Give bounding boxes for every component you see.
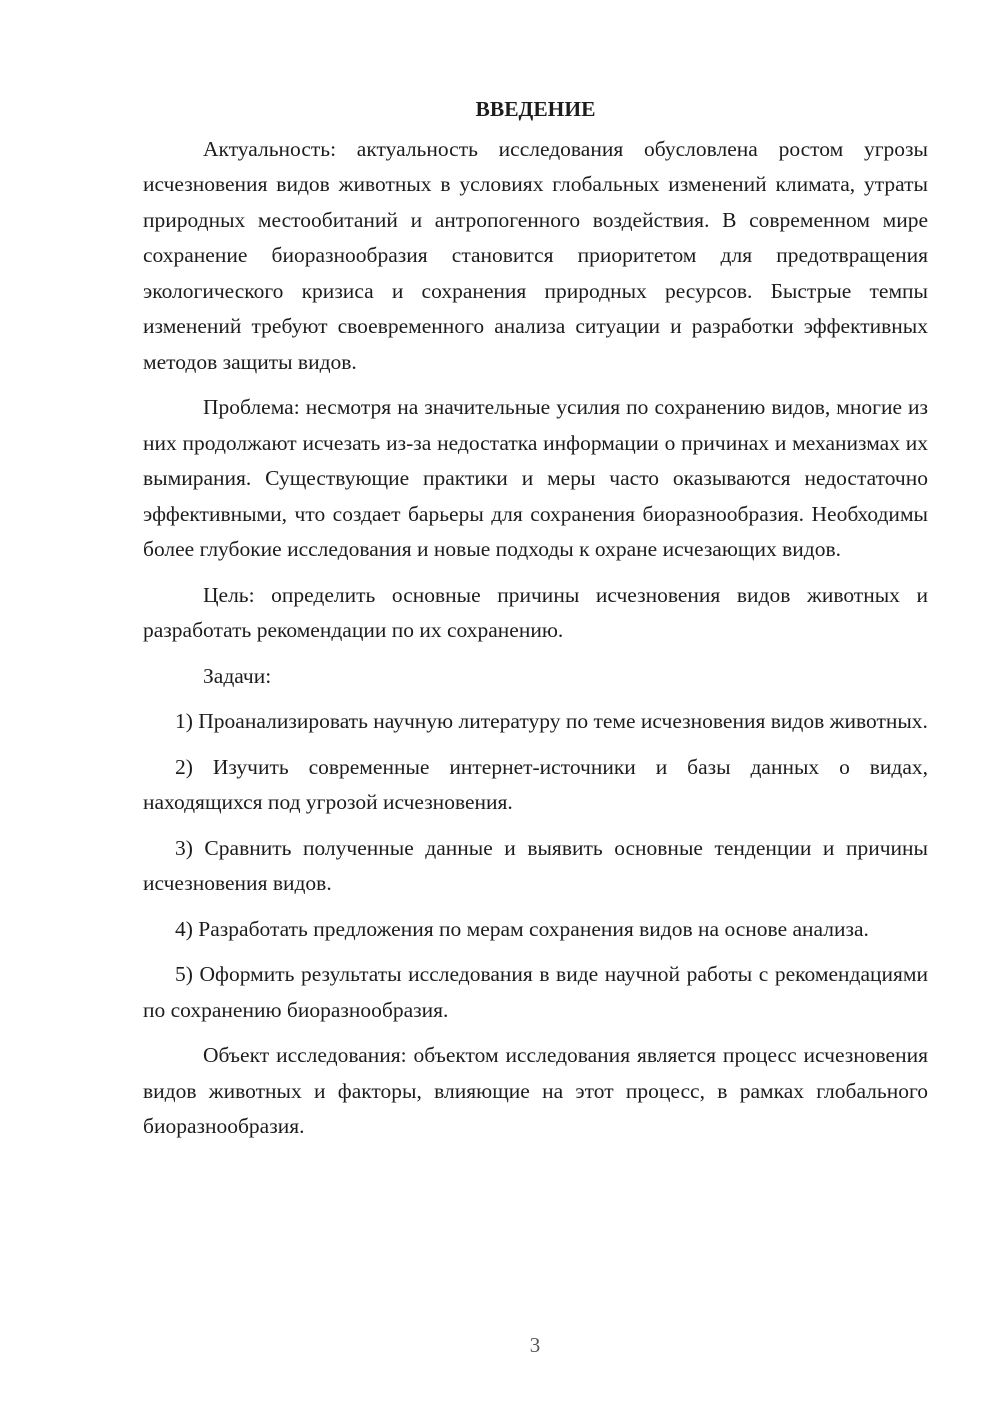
research-object-paragraph: Объект исследования: объектом исследования является процесс исчезновения видов животных и факторы, влияющие на этот процесс, в рамках глобального биоразнообразия. <box>143 1043 928 1138</box>
problem-paragraph: Проблема: несмотря на значительные усилия по сохранению видов, многие из них продолжают исчезать из-за недостатка информации о причинах и механизмах их вымирания. Существующие практики и меры часто оказываются недостаточно эффективными, что создает барьеры для сохранения биоразнообразия. Необходимы более глубокие исследования и новые подходы к охране исчезающих видов. <box>143 395 928 561</box>
task-item: 5) Оформить результаты исследования в виде научной работы с рекомендациями по сохранению биоразнообразия. <box>143 962 928 1022</box>
tasks-label: Задачи: <box>203 663 272 688</box>
task-item: 2) Изучить современные интернет-источники и базы данных о видах, находящихся под угрозой исчезновения. <box>143 754 928 814</box>
task-item: 4) Разработать предложения по мерам сохранения видов на основе анализа. <box>175 916 869 941</box>
page-number: 3 <box>529 1333 541 1357</box>
task-item: 3) Сравнить полученные данные и выявить основные тенденции и причины исчезновения видов. <box>143 835 928 895</box>
relevance-paragraph: Актуальность: актуальность исследования обусловлена ростом угрозы исчезновения видов животных в условиях глобальных изменений климата, утраты природных местообитаний и антропогенного воздействия. В современном мире сохранение биоразнообразия становится приоритетом для предотвращения экологического кризиса и сохранения природных ресурсов. Быстрые темпы изменений требуют своевременного анализа ситуации и разработки эффективных методов защиты видов. <box>143 136 928 374</box>
section-heading: ВВЕДЕНИЕ <box>475 97 596 121</box>
task-item: 1) Проанализировать научную литературу по теме исчезновения видов животных. <box>175 709 928 733</box>
goal-paragraph: Цель: определить основные причины исчезновения видов животных и разработать рекомендации по их сохранению. <box>143 582 928 642</box>
document-page <box>143 92 928 1155</box>
